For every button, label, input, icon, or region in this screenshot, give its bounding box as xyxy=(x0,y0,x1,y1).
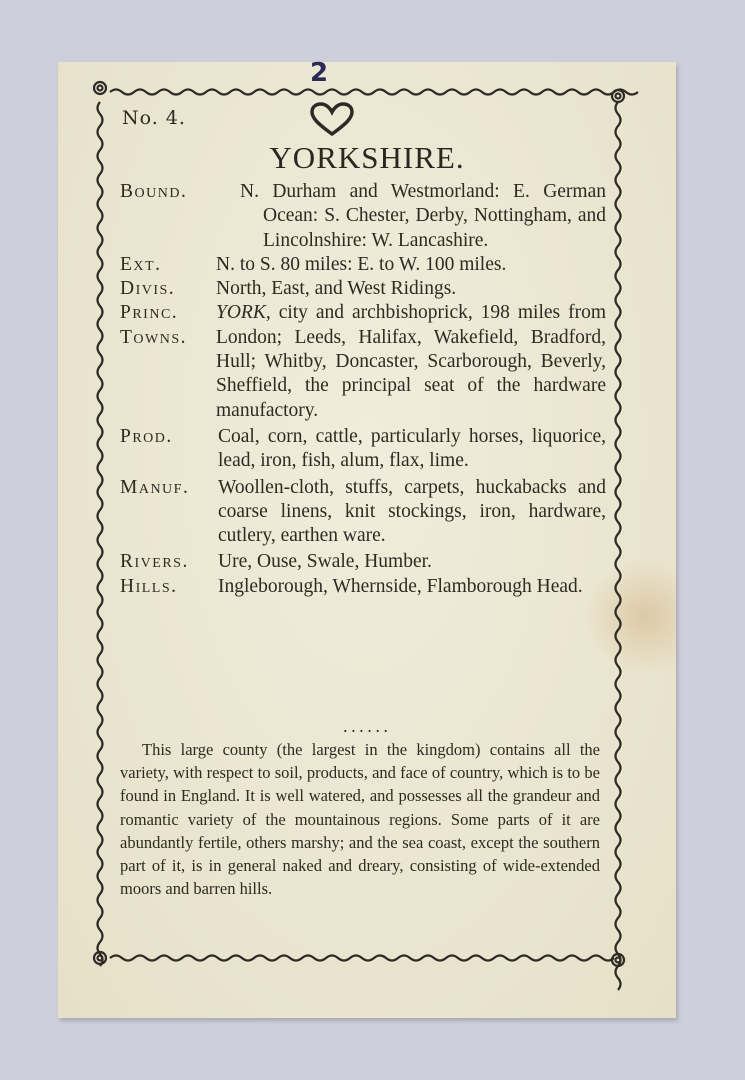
entry-rivers xyxy=(120,550,606,574)
entry-label: Rivers. xyxy=(120,551,189,573)
entry-principal-towns xyxy=(120,301,606,422)
entry-label: Ext. xyxy=(120,253,162,275)
entry-text: North, East, and West Ridings. xyxy=(216,278,457,300)
pencil-number: 2 xyxy=(310,58,329,88)
entry-text: Ure, Ouse, Swale, Humber. xyxy=(218,551,432,573)
entry-text-rest: city and archbishoprick, 198 miles from London; Leeds, Halifax, Wakefield, Bradford, Hull; Whitby, Doncaster, Scarborough, Beverly, Sheffield, the principal seat of the hardware manufactory. xyxy=(216,302,606,421)
entry-text xyxy=(216,301,606,422)
card-number: No. 4. xyxy=(122,107,186,129)
entry-text: Coal, corn, cattle, particularly horses, liquorice, lead, iron, fish, alum, flax, lime. xyxy=(218,425,606,472)
entry-divisions xyxy=(120,277,606,301)
entry-extent xyxy=(120,253,606,277)
entry-text: Woollen-cloth, stuffs, carpets, huckabacks and coarse linens, knit stockings, iron, hardware, cutlery, earthen ware. xyxy=(218,476,606,547)
entry-text-italic: YORK, xyxy=(216,302,271,324)
county-card xyxy=(58,58,676,1018)
separator-dots: ...... xyxy=(342,717,392,736)
entry-text: N. Durham and Westmorland: E. German Ocean: S. Chester, Derby, Nottingham, and Lincolnshire: W. Lancashire. xyxy=(240,181,606,251)
entry-label: Prod. xyxy=(120,425,173,447)
entry-label: Bound. xyxy=(120,181,188,202)
entry-text: Ingleborough, Whernside, Flamborough Head. xyxy=(218,575,583,597)
entry-bound xyxy=(120,180,606,253)
entry-text: N. to S. 80 miles: E. to W. 100 miles. xyxy=(216,253,507,275)
entry-label: Princ. Towns. xyxy=(120,302,188,348)
entry-list xyxy=(120,180,606,599)
entry-manufactures xyxy=(120,476,606,549)
entry-label: Divis. xyxy=(120,278,176,300)
entry-label: Hills. xyxy=(120,575,178,597)
entry-hills xyxy=(120,575,606,599)
county-title: YORKSHIRE. xyxy=(269,140,465,175)
description-paragraph: This large county (the largest in the kingdom) contains all the variety, with respect to soil, products, and face of country, which is to be found in England. It is well watered, and possesses all the grandeur and romantic variety of the mountainous regions. Some parts of it are abundantly fertile, others marshy; and the sea coast, except the southern part of it, is in general naked and dreary, consisting of wide-extended moors and barren hills. xyxy=(120,740,600,899)
entry-products xyxy=(120,425,606,474)
entry-label: Manuf. xyxy=(120,476,190,498)
heart-icon xyxy=(308,102,356,138)
